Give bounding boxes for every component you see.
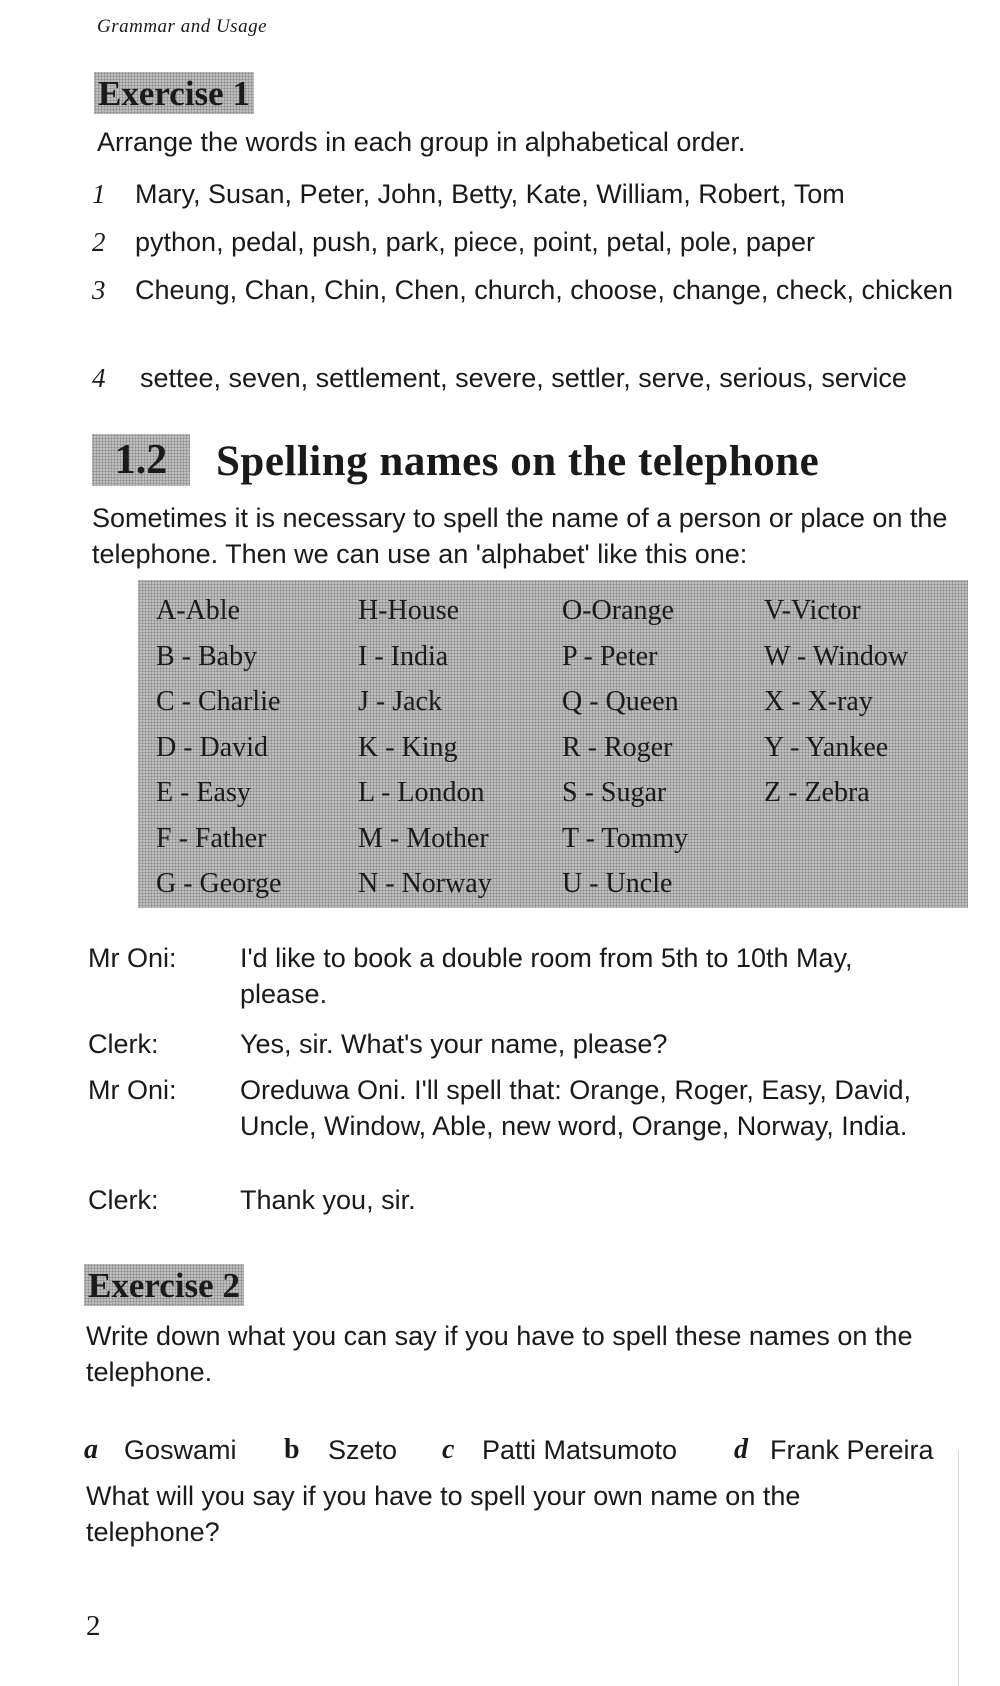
alphabet-entry: O-Orange <box>562 595 674 626</box>
utterance: I'd like to book a double room from 5th to 10th May, please. <box>240 943 853 1009</box>
item-text: Cheung, Chan, Chin, Chen, church, choose, change, check, chicken <box>135 275 953 305</box>
section-title: Spelling names on the telephone <box>216 438 820 485</box>
utterance: Yes, sir. What's your name, please? <box>240 1029 668 1059</box>
alphabet-entry: K - King <box>358 731 458 763</box>
alphabet-entry: S - Sugar <box>562 777 667 808</box>
alphabet-entry: C - Charlie <box>156 686 281 717</box>
alphabet-entry: E - Easy <box>156 777 251 808</box>
speaker: Mr Oni: <box>88 1075 177 1105</box>
alphabet-entry: A-Able <box>156 595 240 626</box>
name-item: Goswami <box>124 1435 237 1465</box>
alphabet-entry: I - India <box>358 640 449 672</box>
item-text: Mary, Susan, Peter, John, Betty, Kate, William, Robert, Tom <box>135 179 845 209</box>
page-crease <box>958 1450 959 1686</box>
alphabet-entry: H-House <box>358 595 460 626</box>
name-label: d <box>734 1434 748 1465</box>
alphabet-entry: N - Norway <box>358 868 492 899</box>
exercise-2-instruction: Write down what you can say if you have to spell these names on the telephone. <box>86 1321 913 1387</box>
alphabet-entry: V-Victor <box>764 595 861 626</box>
alphabet-entry: Z - Zebra <box>764 777 870 808</box>
alphabet-entry: J - Jack <box>358 686 442 717</box>
exercise-2-names <box>84 1430 984 1470</box>
utterance: Oreduwa Oni. I'll spell that: Orange, Roger, Easy, David, Uncle, Window, Able, new word, Orange, Norway, India. <box>240 1075 911 1141</box>
alphabet-column <box>358 588 492 907</box>
alphabet-entry: R - Roger <box>562 731 673 763</box>
alphabet-entry: B - Baby <box>156 640 258 672</box>
name-item: Frank Pereira <box>770 1435 934 1465</box>
alphabet-entry: Q - Queen <box>562 686 679 717</box>
alphabet-entry: G - George <box>156 868 282 899</box>
alphabet-entry: L - London <box>358 777 485 808</box>
name-item: Szeto <box>328 1435 398 1465</box>
alphabet-column <box>764 588 908 816</box>
name-label: a <box>84 1434 98 1465</box>
alphabet-entry: X - X-ray <box>764 686 873 717</box>
alphabet-entry: W - Window <box>764 640 909 672</box>
exercise-1-heading: Exercise 1 <box>94 72 254 114</box>
running-header: Grammar and Usage <box>97 16 267 37</box>
telephone-alphabet-box <box>138 580 968 908</box>
item-text: settee, seven, settlement, severe, settler, serve, serious, service <box>140 363 907 393</box>
alphabet-column <box>562 588 688 907</box>
alphabet-entry: M - Mother <box>358 822 489 854</box>
section-intro: Sometimes it is necessary to spell the name of a person or place on the telephone. Then we can use an 'alphabet' like this one: <box>92 503 948 569</box>
page-number: 2 <box>86 1610 101 1642</box>
alphabet-entry: U - Uncle <box>562 868 673 899</box>
speaker: Mr Oni: <box>88 943 177 973</box>
alphabet-entry: T - Tommy <box>562 822 689 854</box>
item-text: python, pedal, push, park, piece, point, petal, pole, paper <box>135 227 815 257</box>
item-number: 3 <box>92 275 106 305</box>
exercise-1-instruction: Arrange the words in each group in alphabetical order. <box>97 127 746 157</box>
speaker: Clerk: <box>88 1185 159 1215</box>
speaker: Clerk: <box>88 1029 159 1059</box>
name-item: Patti Matsumoto <box>482 1435 678 1465</box>
item-number: 2 <box>92 227 106 257</box>
alphabet-entry: D - David <box>156 731 268 763</box>
name-label: c <box>442 1434 455 1465</box>
exercise-2-question: What will you say if you have to spell your own name on the telephone? <box>86 1481 801 1547</box>
alphabet-column <box>156 588 281 907</box>
exercise-2-heading: Exercise 2 <box>84 1264 244 1306</box>
name-label: b <box>284 1434 300 1465</box>
alphabet-entry: Y - Yankee <box>764 731 889 763</box>
alphabet-entry: P - Peter <box>562 640 658 672</box>
item-number: 1 <box>92 179 106 209</box>
item-number: 4 <box>92 363 106 393</box>
section-number: 1.2 <box>92 434 190 486</box>
utterance: Thank you, sir. <box>240 1185 416 1215</box>
alphabet-entry: F - Father <box>156 822 267 854</box>
